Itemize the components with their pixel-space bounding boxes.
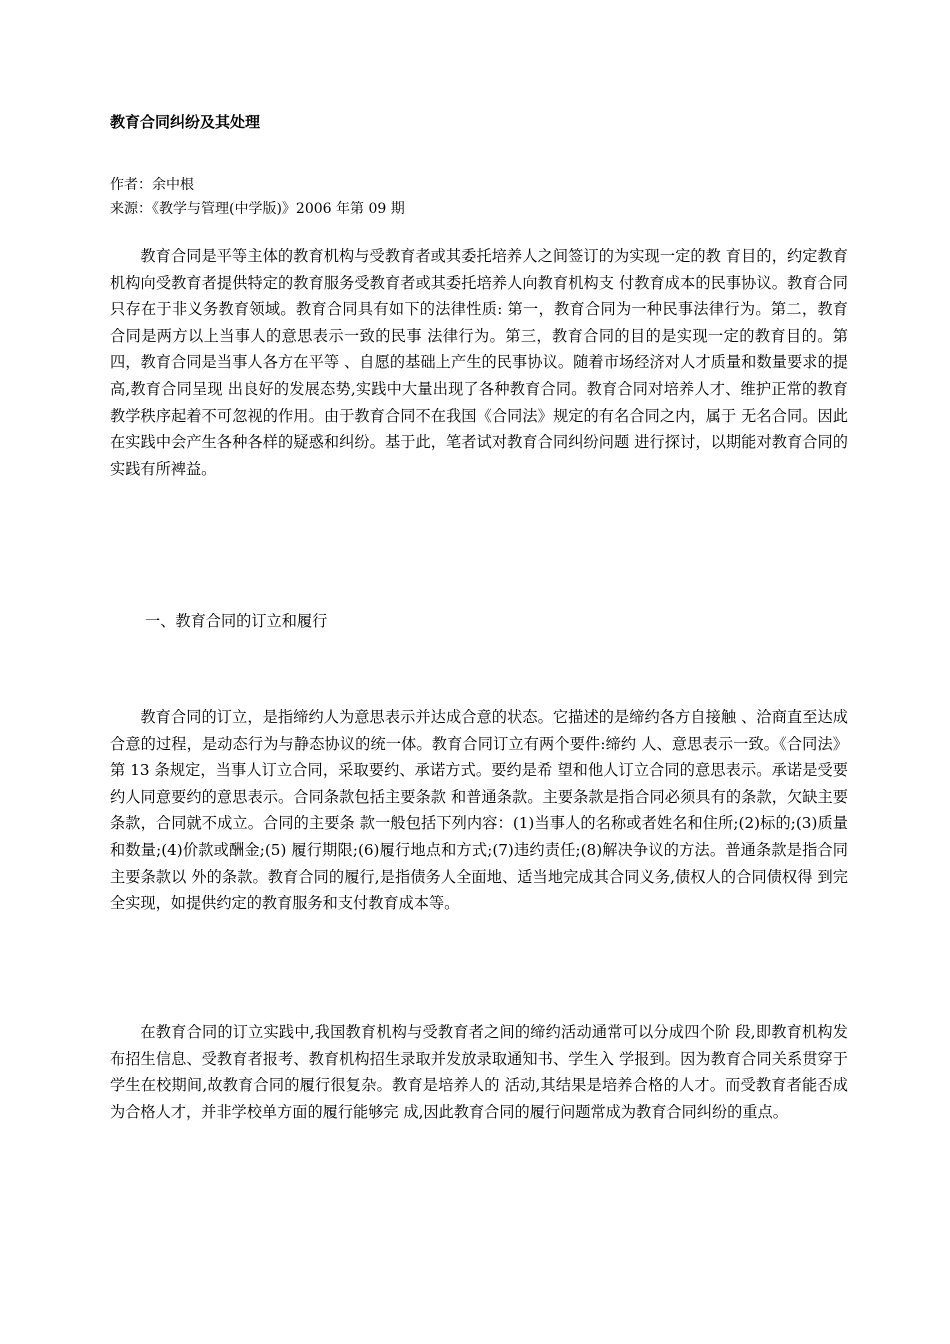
contract-formation-paragraph: 教育合同的订立，是指缔约人为意思表示并达成合意的状态。它描述的是缔约各方自接触 、洽商直至达成合意的过程，是动态行为与静态协议的统一体。教育合同订立有两个要件:缔约 人、意思表示一致。《合同法》第 13 条规定，当事人订立合同，采取要约、承诺方式。要约是希 望和他人订立合同的意思表示。承诺是受要约人同意要约的意思表示。合同条款包括主要条款 和普通条款。主要条款是指合同必须具有的条款，欠缺主要条款，合同就不成立。合同的主要条 款一般包括下列内容：(1)当事人的名称或者姓名和住所;(2)标的;(3)质量和数量;(4)价款或酬金;(5) 履行期限;(6)履行地点和方式;(7)违约责任;(8)解决争议的方法。普通条款是指合同主要条款以 外的条款。教育合同的履行,是指债务人全面地、适当地完成其合同义务,债权人的合同债权得 到完全实现，如提供约定的教育服务和支付教育成本等。 — [110, 708, 848, 913]
author-line: 作者：余中根 — [110, 177, 194, 193]
contract-practice-paragraph: 在教育合同的订立实践中,我国教育机构与受教育者之间的缔约活动通常可以分成四个阶 段,即教育机构发布招生信息、受教育者报考、教育机构招生录取并发放录取通知书、学生入 学报到。因为教育合同关系贯穿于学生在校期间,故教育合同的履行很复杂。教育是培养人的 活动,其结果是培养合格的人才。而受教育者能否成为合格人才，并非学校单方面的履行能够完 成,因此教育合同的履行问题常成为教育合同纠纷的重点。 — [110, 1023, 848, 1121]
source-line: 来源：《教学与管理(中学版)》2006 年第 09 期 — [110, 201, 405, 217]
intro-paragraph: 教育合同是平等主体的教育机构与受教育者或其委托培养人之间签订的为实现一定的教 育目的，约定教育机构向受教育者提供特定的教育服务受教育者或其委托培养人向教育机构支 付教育成本的民事协议。教育合同只存在于非义务教育领域。教育合同具有如下的法律性质: 第一，教育合同为一种民事法律行为。第二，教育合同是两方以上当事人的意思表示一致的民事 法律行为。第三，教育合同的目的是实现一定的教育目的。第四，教育合同是当事人各方在平等 、自愿的基础上产生的民事协议。随着市场经济对人才质量和数量要求的提高,教育合同呈现 出良好的发展态势,实践中大量出现了各种教育合同。教育合同对培养人才、维护正常的教育 教学秩序起着不可忽视的作用。由于教育合同不在我国《合同法》规定的有名合同之内，属于 无名合同。因此在实践中会产生各种各样的疑惑和纠纷。基于此，笔者试对教育合同纠纷问题 进行探讨，以期能对教育合同的实践有所裨益。 — [110, 247, 848, 478]
section-heading: 一、教育合同的订立和履行 — [145, 612, 328, 630]
document-title: 教育合同纠纷及其处理 — [110, 113, 261, 131]
